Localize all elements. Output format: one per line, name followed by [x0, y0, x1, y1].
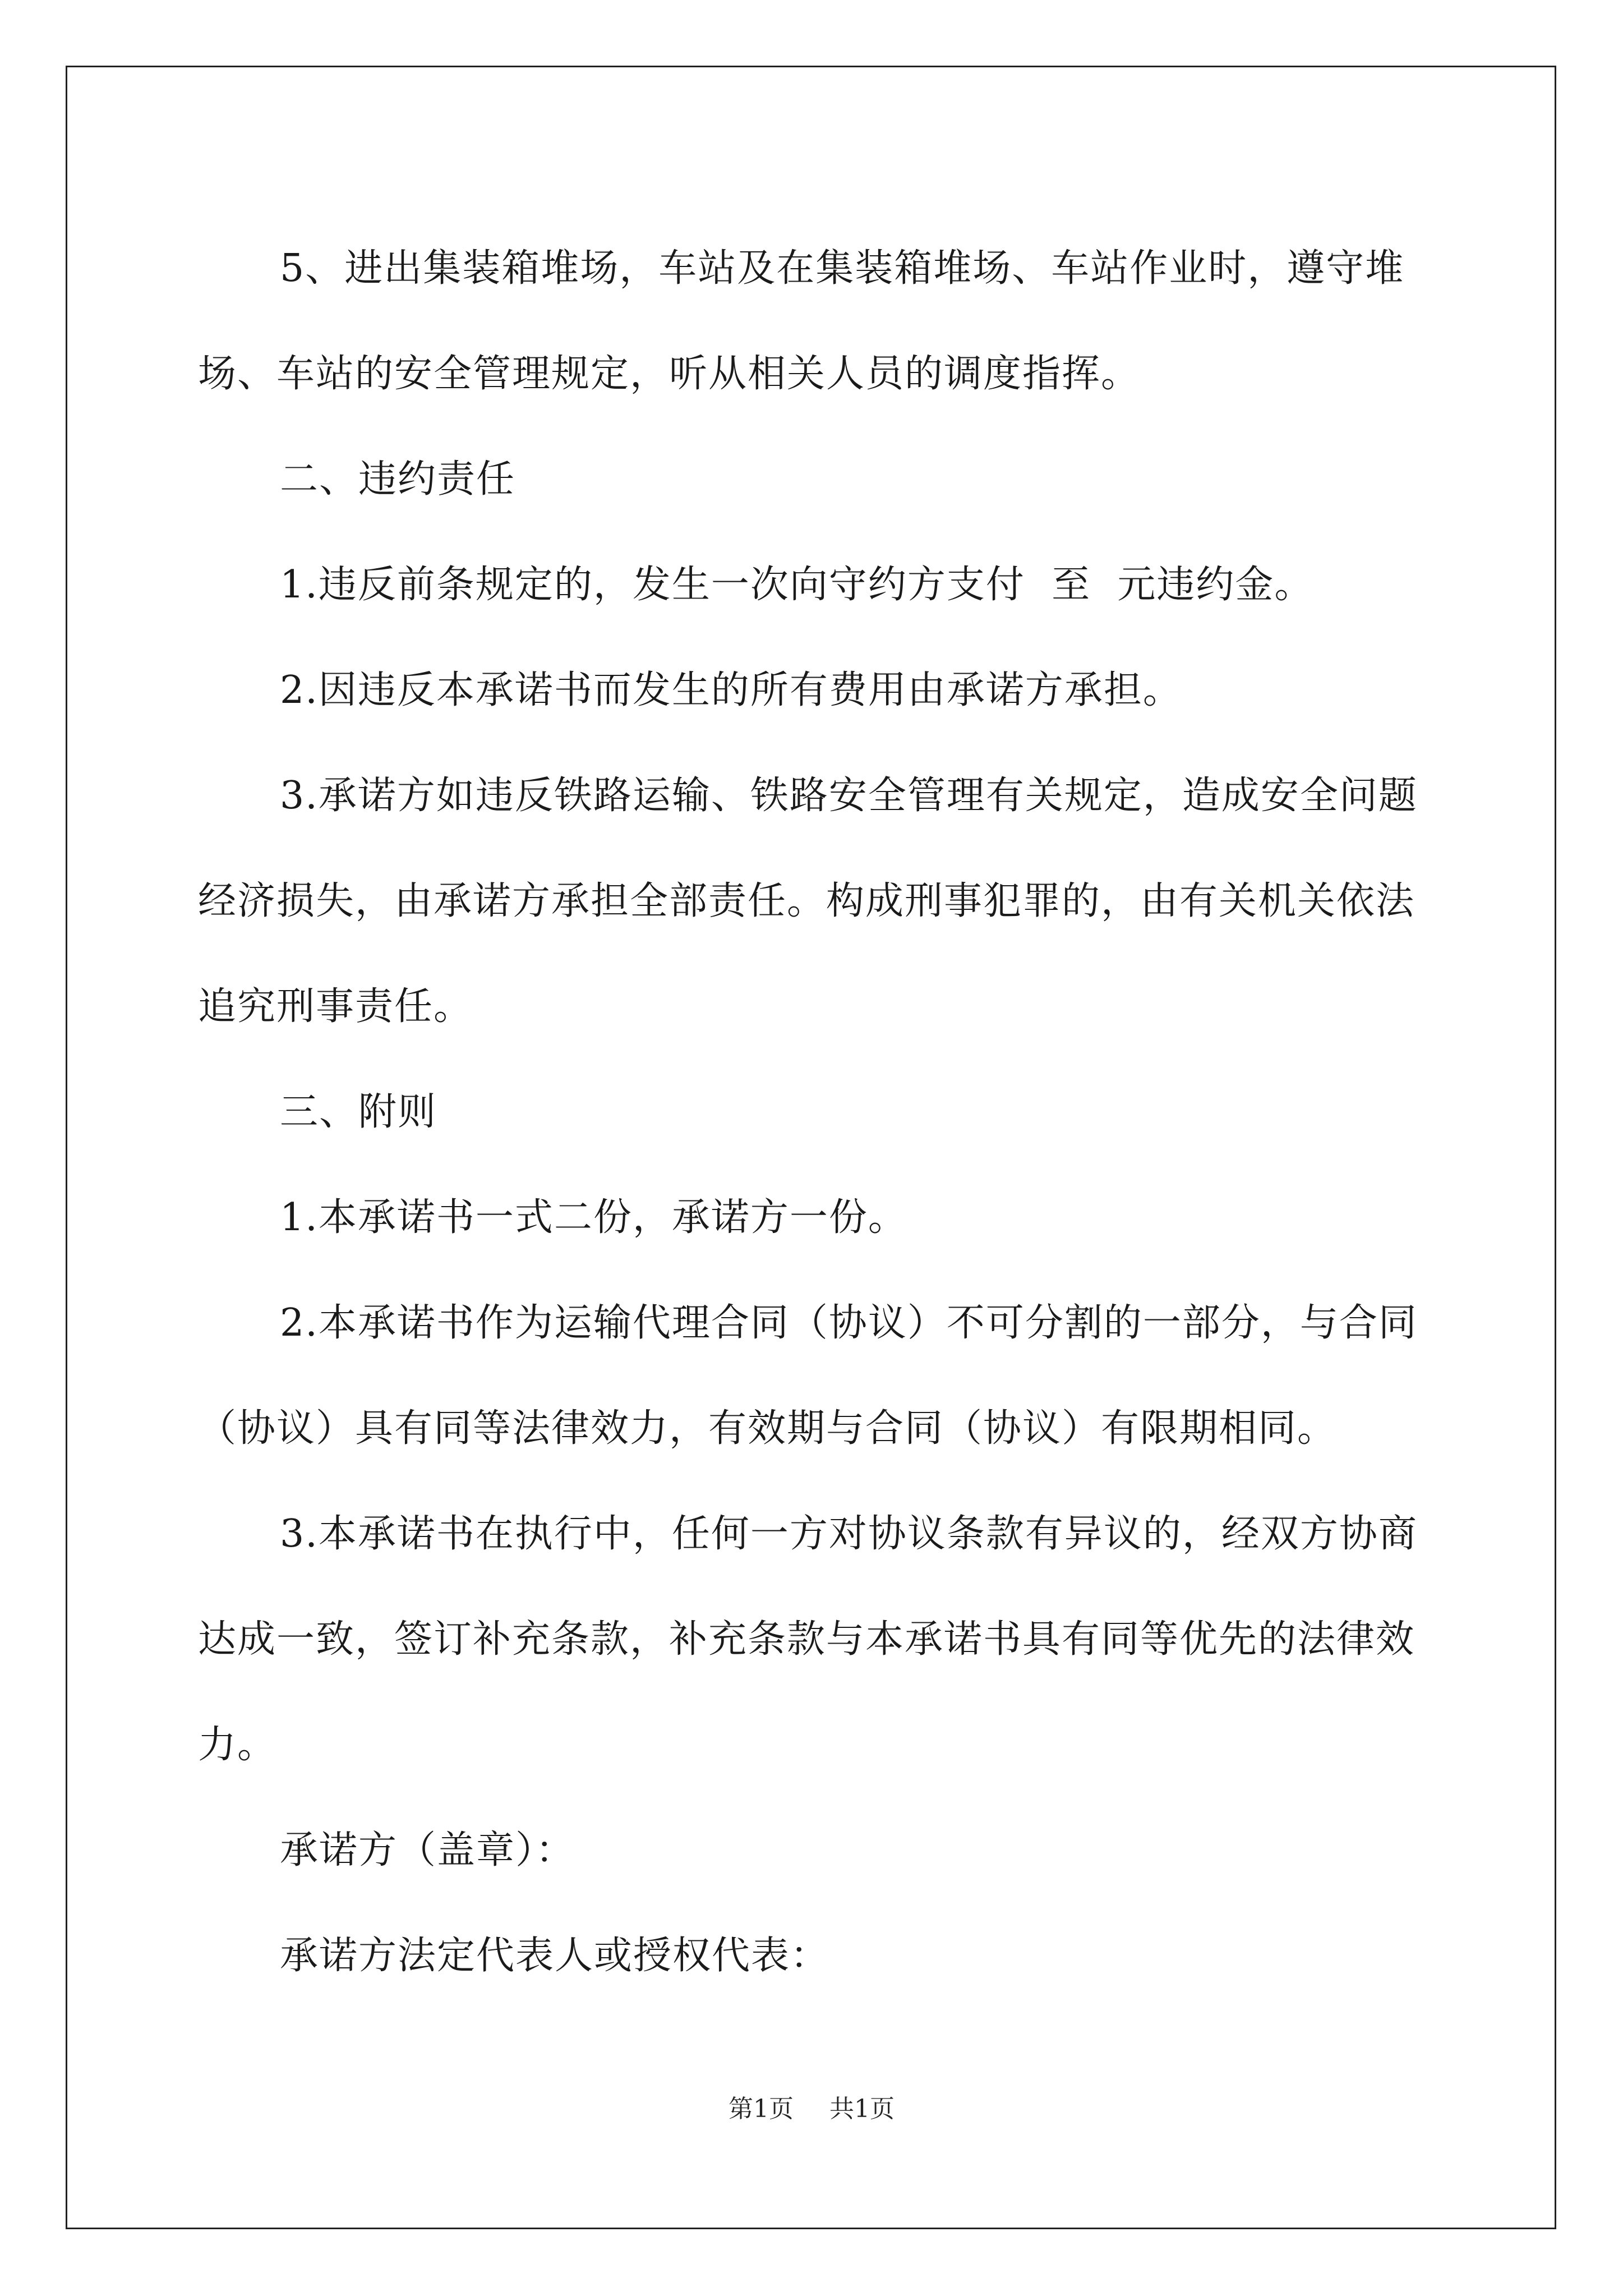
- paragraph-supplementary-1: 1.本承诺书一式二份，承诺方一份。: [280, 1195, 907, 1240]
- section-heading-supplementary: 三、附则: [280, 1090, 437, 1134]
- paragraph-breach-2: 2.因违反本承诺书而发生的所有费用由承诺方承担。: [280, 668, 1182, 712]
- paragraph-clause-5: 5、进出集装箱堆场，车站及在集装箱堆场、车站作业时，遵守堆场、车站的安全管理规定，听从相关人员的调度指挥。: [198, 246, 1405, 396]
- paragraph-supplementary-3: 3.本承诺书在执行中，任何一方对协议条款有异议的，经双方协商达成一致，签订补充条款，补充条款与本承诺书具有同等优先的法律效力。: [198, 1512, 1418, 1767]
- section-heading-breach-liability: 二、违约责任: [280, 457, 516, 501]
- signature-seal-line: 承诺方（盖章）：: [280, 1828, 575, 1872]
- paragraph-breach-3: 3.承诺方如违反铁路运输、铁路安全管理有关规定，造成安全问题经济损失，由承诺方承担全部责任。构成刑事犯罪的，由有关机关依法追究刑事责任。: [198, 774, 1418, 1029]
- paragraph-supplementary-2: 2.本承诺书作为运输代理合同（协议）不可分割的一部分，与合同（协议）具有同等法律效力，有效期与合同（协议）有限期相同。: [198, 1301, 1418, 1451]
- paragraph-breach-1: 1.违反前条规定的，发生一次向守约方支付 至 元违约金。: [280, 563, 1314, 607]
- page-footer: [0, 2092, 1623, 2126]
- document-body: [198, 216, 1432, 2009]
- page-number-total: 共1页: [829, 2095, 895, 2123]
- signature-representative-line: 承诺方法定代表人或授权代表：: [280, 1934, 830, 1978]
- page-number-current: 第1页: [728, 2095, 794, 2123]
